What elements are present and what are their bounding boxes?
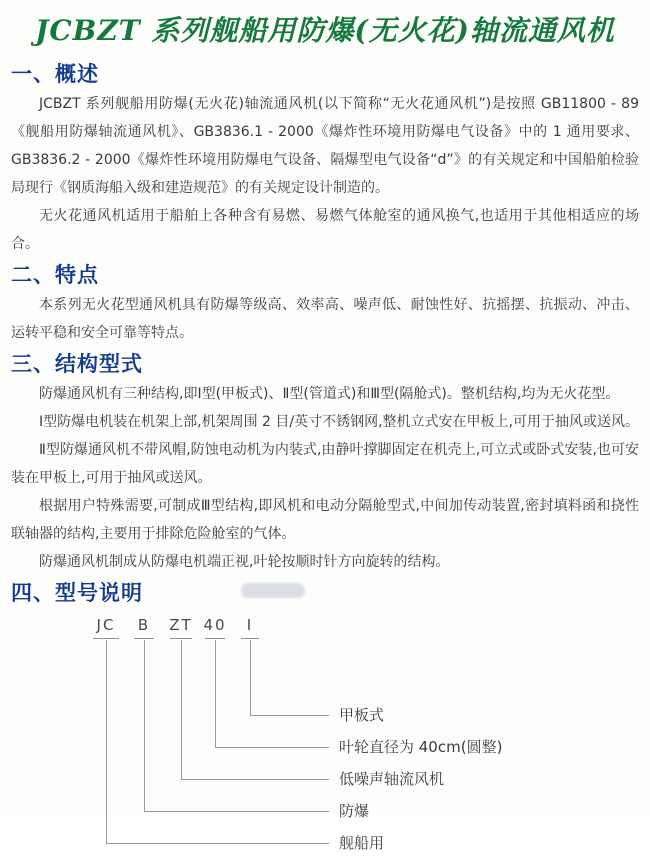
connector-hline-40	[215, 747, 329, 748]
model-code-40: 40	[203, 616, 227, 634]
overview-paragraph-1: JCBZT 系列舰船用防爆(无火花)轴流通风机(以下简称“无火花通风机”)是按照 GB11800 - 89《舰船用防爆轴流通风机》、GB3836.1 - 2000《爆炸性环境用防爆电气设备》中的 1 通用要求、GB3836.2 - 2000《爆炸性环境用防爆电气设备、隔爆型电气设备“d”》的有关规定和中国船舶检验局现行《钢质海船入级和建造规范》的有关规定设计制造的。	[11, 96, 639, 196]
model-label-low-noise-fan: 低噪声轴流风机	[339, 770, 445, 788]
code-underline-40	[205, 638, 225, 639]
section-structure-heading-text: 三、结构型式	[11, 352, 143, 376]
connector-vline-i	[250, 640, 251, 715]
model-label-explosion-proof: 防爆	[339, 802, 370, 820]
model-code-jc: JC	[96, 616, 116, 634]
section-model-heading	[11, 579, 639, 607]
features-paragraph: 本系列无火花型通风机具有防爆等级高、效率高、噪声低、耐蚀性好、抗摇摆、抗振动、冲击、运转平稳和安全可靠等特点。	[11, 297, 639, 341]
code-underline-jc	[93, 638, 119, 639]
structure-paragraph-4: 根据用户特殊需要,可制成Ⅲ型结构,即风机和电动分隔舱型式,中间加传动装置,密封填料函和挠性联轴器的结构,主要用于排除危险舱室的气体。	[11, 498, 639, 542]
structure-paragraph-2: Ⅰ型防爆电机装在机架上部,机架周围 2 目/英寸不锈钢网,整机立式安在甲板上,可用于抽风或送风。	[39, 414, 640, 430]
model-code-zt: ZT	[169, 616, 193, 634]
overview-paragraph-2: 无火花通风机适用于船舶上各种含有易燃、易燃气体舱室的通风换气,也适用于其他相适应的场合。	[11, 208, 639, 252]
connector-hline-zt	[181, 779, 329, 780]
code-underline-zt	[170, 638, 192, 639]
code-underline-b	[134, 638, 154, 639]
connector-hline-jc	[106, 843, 329, 844]
scan-smudge	[241, 583, 305, 598]
section-overview-heading	[11, 60, 639, 88]
section-model-heading-text: 四、型号说明	[11, 581, 143, 605]
code-underline-i	[241, 638, 259, 639]
model-label-deck-type: 甲板式	[339, 706, 385, 724]
model-label-marine-use: 舰船用	[339, 834, 385, 852]
section-features-heading	[11, 261, 639, 289]
model-code-b: B	[137, 616, 151, 634]
connector-vline-jc	[106, 640, 107, 843]
document-title: JCBZT 系列舰船用防爆(无火花)轴流通风机	[35, 14, 615, 47]
connector-hline-i	[250, 715, 329, 716]
model-designation-diagram	[11, 615, 639, 861]
connector-vline-zt	[181, 640, 182, 779]
section-features-heading-text: 二、特点	[11, 263, 99, 287]
structure-paragraph-3: Ⅱ型防爆通风机不带风帽,防蚀电动机为内装式,由静叶撑脚固定在机壳上,可立式或卧式安装,也可安装在甲板上,可用于抽风或送风。	[11, 442, 639, 486]
model-code-i: Ⅰ	[246, 616, 254, 634]
connector-vline-b	[144, 640, 145, 811]
connector-hline-b	[144, 811, 329, 812]
section-overview-heading-text: 一、概述	[11, 62, 99, 86]
model-label-impeller-diam: 叶轮直径为 40cm(圆整)	[339, 738, 503, 756]
structure-paragraph-5: 防爆通风机制成从防爆电机端正视,叶轮按顺时针方向旋转的结构。	[39, 554, 450, 570]
structure-paragraph-1: 防爆通风机有三种结构,即Ⅰ型(甲板式)、Ⅱ型(管道式)和Ⅲ型(隔舱式)。整机结构,均为无火花型。	[39, 386, 620, 402]
section-structure-heading	[11, 350, 639, 378]
connector-vline-40	[215, 640, 216, 747]
